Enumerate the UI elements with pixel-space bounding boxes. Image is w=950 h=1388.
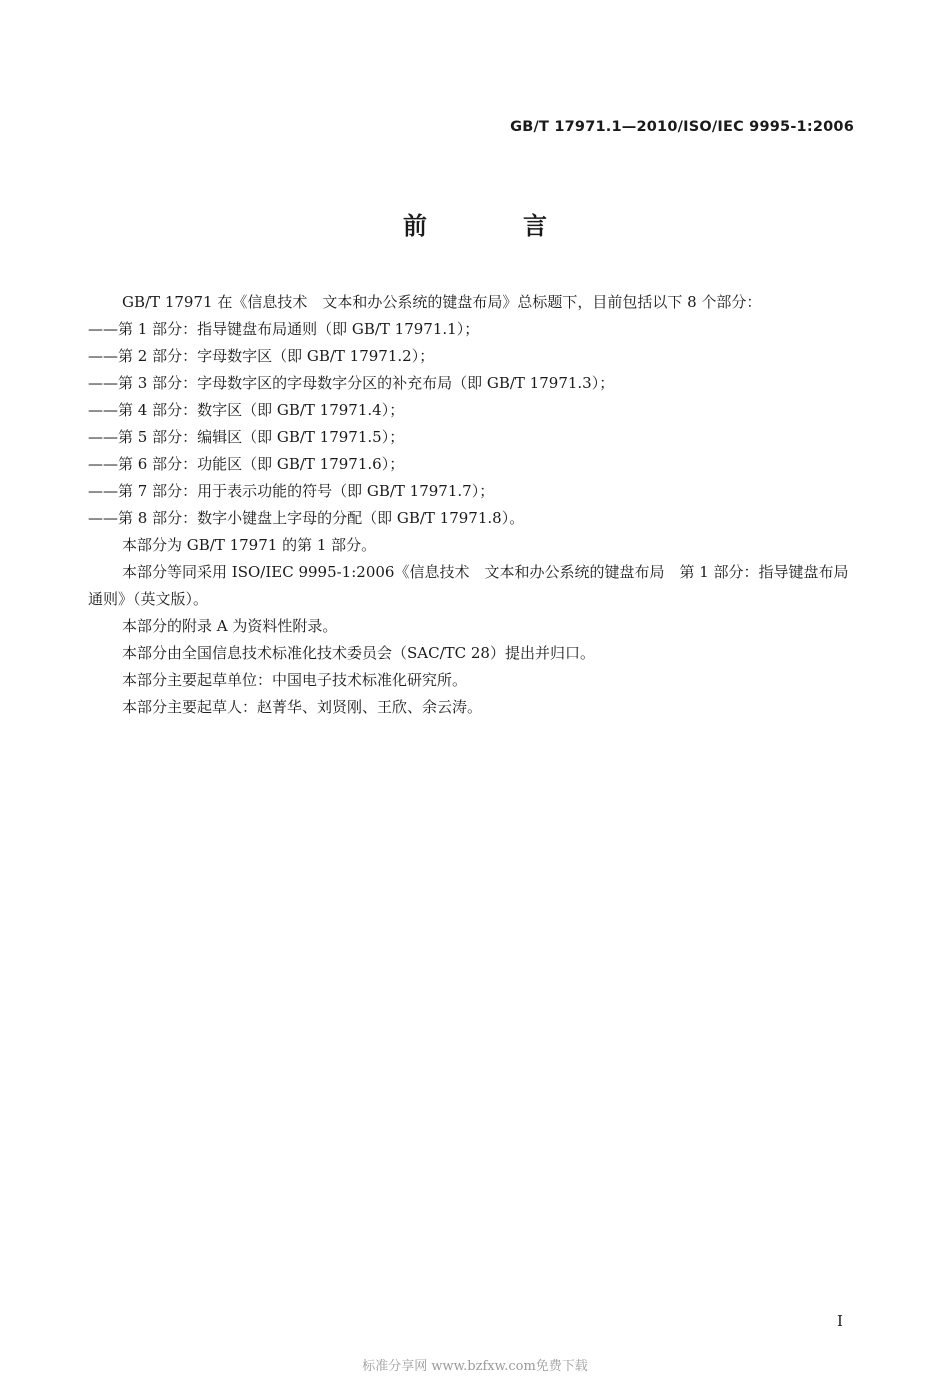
adoption-paragraph: 本部分等同采用 ISO/IEC 9995-1:2006《信息技术 文本和办公系统的键盘布局 第 1 部分：指导键盘布局通则》（英文版）。	[88, 563, 849, 608]
part-list-item: ——第 2 部分：字母数字区（即 GB/T 17971.2）；	[88, 347, 435, 365]
page-number: I	[837, 1312, 843, 1330]
page-title: 前 言	[403, 212, 583, 240]
part-list-item: ——第 5 部分：编辑区（即 GB/T 17971.5）；	[88, 428, 405, 446]
body-paragraph: 本部分主要起草单位：中国电子技术标准化研究所。	[122, 671, 468, 689]
part-list-item: ——第 1 部分：指导键盘布局通则（即 GB/T 17971.1）；	[88, 320, 480, 338]
part-list-item: ——第 7 部分：用于表示功能的符号（即 GB/T 17971.7）；	[88, 482, 495, 500]
body-paragraph: 本部分的附录 A 为资料性附录。	[122, 617, 338, 635]
part-list-item: ——第 6 部分：功能区（即 GB/T 17971.6）；	[88, 455, 405, 473]
body-paragraph: 本部分主要起草人：赵菁华、刘贤刚、王欣、余云涛。	[122, 698, 483, 716]
part-list-item: ——第 3 部分：字母数字区的字母数字分区的补充布局（即 GB/T 17971.3）；	[88, 374, 615, 392]
body-paragraph: 本部分为 GB/T 17971 的第 1 部分。	[122, 536, 377, 554]
body-paragraph: 本部分由全国信息技术标准化技术委员会（SAC/TC 28）提出并归口。	[122, 644, 595, 662]
watermark-text: 标准分享网 www.bzfxw.com免费下载	[362, 1359, 588, 1374]
standard-code: GB/T 17971.1—2010/ISO/IEC 9995-1:2006	[510, 119, 854, 135]
part-list-item: ——第 8 部分：数字小键盘上字母的分配（即 GB/T 17971.8）。	[88, 509, 525, 527]
part-list-item: ——第 4 部分：数字区（即 GB/T 17971.4）；	[88, 401, 405, 419]
intro-paragraph: GB/T 17971 在《信息技术 文本和办公系统的键盘布局》总标题下，目前包括以下 8 个部分：	[122, 293, 762, 311]
document-body	[88, 289, 858, 721]
